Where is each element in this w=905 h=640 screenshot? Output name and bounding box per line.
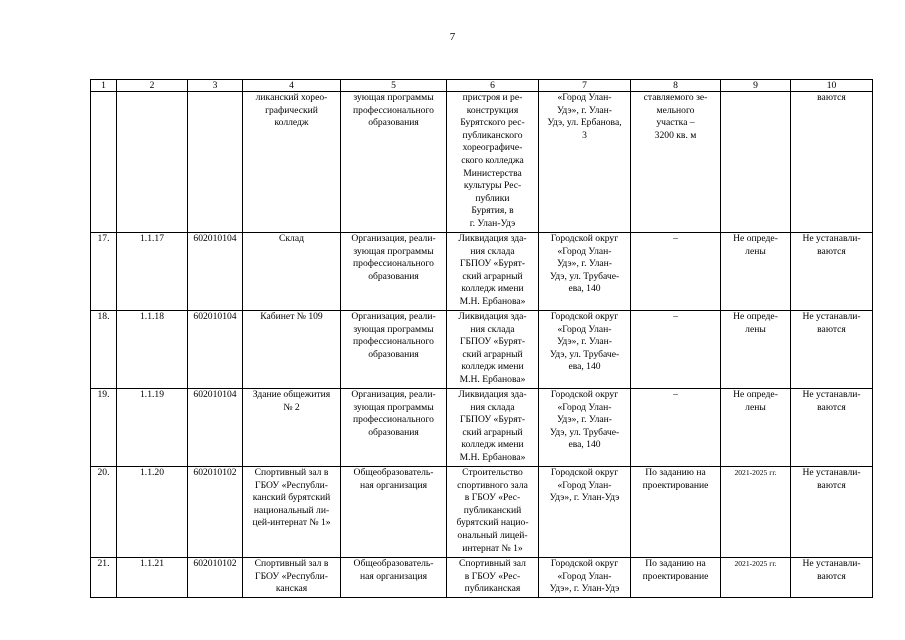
row-number: 17. bbox=[91, 233, 117, 311]
organization-type: зующая программы профессионального образования bbox=[341, 92, 447, 233]
organization-type: Организация, реали- зующая программы профессионального образования bbox=[341, 233, 447, 311]
header-cell: 10 bbox=[791, 80, 873, 92]
header-row bbox=[91, 80, 873, 92]
timeline: Не опреде- лены bbox=[721, 311, 791, 389]
purpose: Спортивный зал в ГБОУ «Рес- публиканская bbox=[447, 558, 539, 598]
header-cell: 8 bbox=[631, 80, 721, 92]
zones: Не устанавли- ваются bbox=[791, 558, 873, 598]
object-name: Спортивный зал в ГБОУ «Республи- канская bbox=[243, 558, 341, 598]
object-name: Здание общежития № 2 bbox=[243, 389, 341, 467]
item-code: 1.1.20 bbox=[117, 467, 188, 558]
table-row bbox=[91, 92, 873, 233]
table-row bbox=[91, 233, 873, 311]
timeline: 2021-2025 гг. bbox=[721, 467, 791, 558]
purpose: Ликвидация зда- ния склада ГБПОУ «Бурят- ский аграрный колледж имени М.Н. Ербанова» bbox=[447, 311, 539, 389]
organization-type: Общеобразователь- ная организация bbox=[341, 467, 447, 558]
zones: Не устанавли- ваются bbox=[791, 311, 873, 389]
classifier-code: 602010102 bbox=[188, 467, 243, 558]
zones: Не устанавли- ваются bbox=[791, 389, 873, 467]
organization-type: Общеобразователь- ная организация bbox=[341, 558, 447, 598]
timeline bbox=[721, 92, 791, 233]
characteristics: – bbox=[631, 233, 721, 311]
zones: Не устанавли- ваются bbox=[791, 467, 873, 558]
location: «Город Улан- Удэ», г. Улан- Удэ, ул. Ербанова, 3 bbox=[539, 92, 631, 233]
zones: Не устанавли- ваются bbox=[791, 233, 873, 311]
item-code: 1.1.19 bbox=[117, 389, 188, 467]
classifier-code: 602010104 bbox=[188, 311, 243, 389]
header-cell: 3 bbox=[188, 80, 243, 92]
purpose: пристроя и ре- конструкция Бурятского рес- публиканского хореографиче- ского колледжа Министерства культуры Рес- публики Бурятия, в г. Улан-Удэ bbox=[447, 92, 539, 233]
item-code: 1.1.21 bbox=[117, 558, 188, 598]
item-code: 1.1.18 bbox=[117, 311, 188, 389]
header-cell: 9 bbox=[721, 80, 791, 92]
row-number: 18. bbox=[91, 311, 117, 389]
row-number: 19. bbox=[91, 389, 117, 467]
header-cell: 6 bbox=[447, 80, 539, 92]
classifier-code: 602010102 bbox=[188, 558, 243, 598]
organization-type: Организация, реали- зующая программы профессионального образования bbox=[341, 389, 447, 467]
location: Городской округ «Город Улан- Удэ», г. Улан-Удэ bbox=[539, 558, 631, 598]
classifier-code: 602010104 bbox=[188, 389, 243, 467]
timeline: Не опреде- лены bbox=[721, 233, 791, 311]
table-row bbox=[91, 467, 873, 558]
zones: ваются bbox=[791, 92, 873, 233]
objects-table bbox=[90, 79, 873, 598]
table-row bbox=[91, 389, 873, 467]
page-number: 7 bbox=[449, 31, 456, 43]
characteristics: – bbox=[631, 389, 721, 467]
characteristics: По заданию на проектирование bbox=[631, 558, 721, 598]
timeline: 2021-2025 гг. bbox=[721, 558, 791, 598]
object-name: Спортивный зал в ГБОУ «Республи- канский бурятский национальный ли- цей-интернат № 1» bbox=[243, 467, 341, 558]
classifier-code: 602010104 bbox=[188, 233, 243, 311]
classifier-code bbox=[188, 92, 243, 233]
header-cell: 1 bbox=[91, 80, 117, 92]
item-code: 1.1.17 bbox=[117, 233, 188, 311]
header-cell: 4 bbox=[243, 80, 341, 92]
purpose: Ликвидация зда- ния склада ГБПОУ «Бурят- ский аграрный колледж имени М.Н. Ербанова» bbox=[447, 233, 539, 311]
header-cell: 2 bbox=[117, 80, 188, 92]
object-name: Кабинет № 109 bbox=[243, 311, 341, 389]
item-code bbox=[117, 92, 188, 233]
table-row bbox=[91, 311, 873, 389]
row-number: 20. bbox=[91, 467, 117, 558]
purpose: Ликвидация зда- ния склада ГБПОУ «Бурят- ский аграрный колледж имени М.Н. Ербанова» bbox=[447, 389, 539, 467]
header-cell: 5 bbox=[341, 80, 447, 92]
row-number bbox=[91, 92, 117, 233]
location: Городской округ «Город Улан- Удэ», г. Улан- Удэ, ул. Трубаче- ева, 140 bbox=[539, 233, 631, 311]
object-name: Склад bbox=[243, 233, 341, 311]
header-cell: 7 bbox=[539, 80, 631, 92]
object-name: ликанский хорео- графический колледж bbox=[243, 92, 341, 233]
timeline: Не опреде- лены bbox=[721, 389, 791, 467]
table-row bbox=[91, 558, 873, 598]
characteristics: – bbox=[631, 311, 721, 389]
organization-type: Организация, реали- зующая программы профессионального образования bbox=[341, 311, 447, 389]
location: Городской округ «Город Улан- Удэ», г. Улан- Удэ, ул. Трубаче- ева, 140 bbox=[539, 311, 631, 389]
row-number: 21. bbox=[91, 558, 117, 598]
characteristics: По заданию на проектирование bbox=[631, 467, 721, 558]
characteristics: ставляемого зе- мельного участка – 3200 кв. м bbox=[631, 92, 721, 233]
purpose: Строительство спортивного зала в ГБОУ «Рес- публиканский бурятский нацио- ональный лицей- интернат № 1» bbox=[447, 467, 539, 558]
location: Городской округ «Город Улан- Удэ», г. Улан- Удэ, ул. Трубаче- ева, 140 bbox=[539, 389, 631, 467]
location: Городской округ «Город Улан- Удэ», г. Улан-Удэ bbox=[539, 467, 631, 558]
